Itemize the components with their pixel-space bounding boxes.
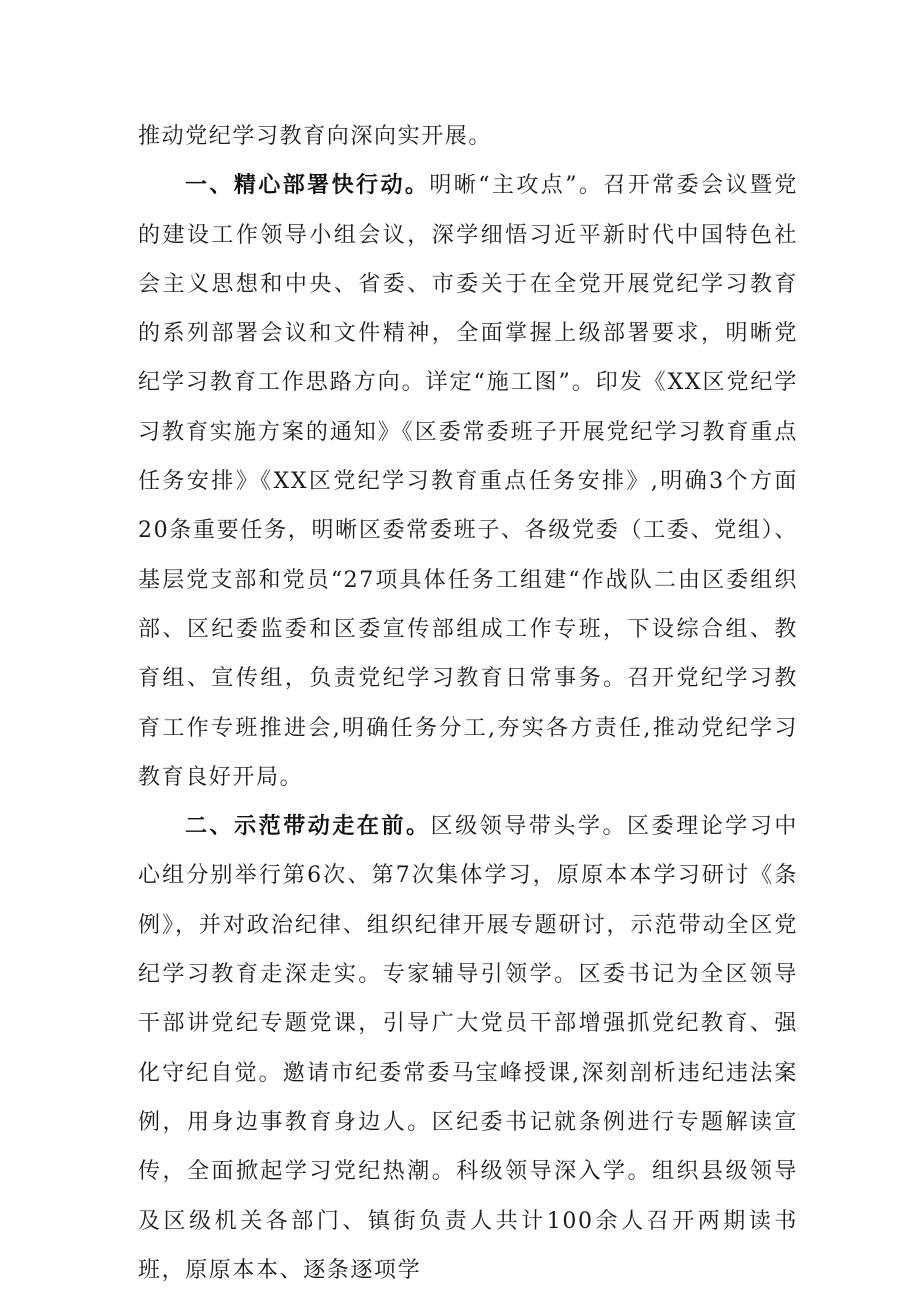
- intro-text: 推动党纪学习教育向深向实开展。: [138, 124, 493, 149]
- intro-paragraph: [138, 112, 798, 161]
- section-2-heading: 二、示范带动走在前。: [185, 813, 431, 840]
- section-1-text: 明晰“主攻点”。召开常委会议暨党的建设工作领导小组会议，深学细悟习近平新时代中国特色社会主义思想和中央、省委、市委关于在全党开展党纪学习教育的系列部署会议和文件精神，全面掌握上级部署要求，明晰党纪学习教育工作思路方向。详定“施工图”。印发《XX区党纪学习教育实施方案的通知》《区委常委班子开展党纪学习教育重点任务安排》《XX区党纪学习教育重点任务安排》,明确3个方面20条重要任务，明晰区委常委班子、各级党委（工委、党组）、基层党支部和党员“27项具体任务工组建“作战队二由区委组织部、区纪委监委和区委宣传部组成工作专班，下设综合组、教育组、宣传组，负责党纪学习教育日常事务。召开党纪学习教育工作专班推进会,明确任务分工,夯实各方责任,推动党纪学习教育良好开局。: [138, 173, 798, 790]
- section-2-text: 区级领导带头学。区委理论学习中心组分别举行第6次、第7次集体学习，原原本本学习研讨《条例》，并对政治纪律、组织纪律开展专题研讨，示范带动全区党纪学习教育走深走实。专家辅导引领学。区委书记为全区领导干部讲党纪专题党课，引导广大党员干部增强抓党纪教育、强化守纪自觉。邀请市纪委常委马宝峰授课,深刻剖析违纪违法案例，用身边事教育身边人。区纪委书记就条例进行专题解读宣传，全面掀起学习党纪热潮。科级领导深入学。组织县级领导及区级机关各部门、镇街负责人共计100余人召开两期读书班，原原本本、逐条逐项学: [138, 814, 798, 1283]
- section-2-paragraph: [138, 802, 798, 1295]
- section-1-paragraph: [138, 161, 798, 802]
- document-body: [138, 112, 798, 1295]
- section-1-heading: 一、精心部署快行动。: [185, 172, 430, 199]
